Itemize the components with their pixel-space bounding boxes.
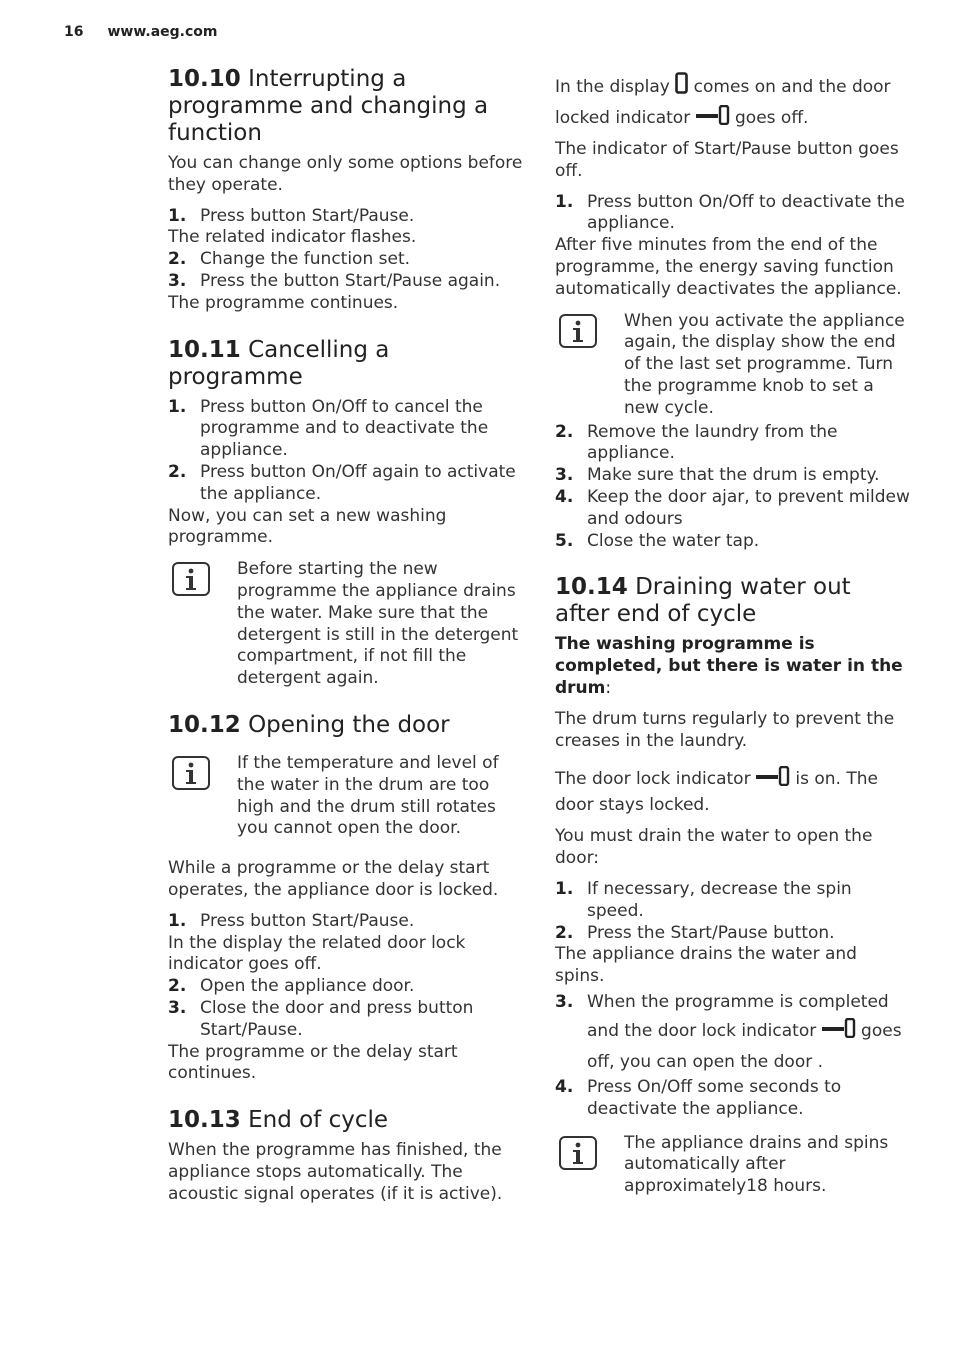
section-title: Cancelling a programme [168,336,390,390]
right-column [555,72,910,1198]
paragraph: Now, you can set a new washing programme. [168,505,447,548]
section-heading [555,574,910,628]
section-draining-water [555,574,910,1198]
page-number: 16 [64,24,84,40]
list-item [168,911,528,933]
list-item [168,998,528,1042]
door-lock-icon [822,1018,856,1048]
list-item [555,988,910,1077]
section-heading [168,712,528,739]
note-text: If the temperature and level of the water in the drum are too high and the drum still rotates you cannot open the door. [237,752,499,839]
step-text: Press button On/Off to cancel the programme and to deactivate the appliance. [200,396,489,461]
door-lock-icon [696,105,730,135]
paragraph: When the programme has finished, the appliance stops automatically. The acoustic signal operates (if it is active). [168,1140,503,1204]
text-fragment: comes on and the door locked indicator [555,77,891,128]
step-text: Close the water tap. [587,530,760,551]
site-url: www.aeg.com [107,24,218,40]
section-number: 10.14 [555,574,628,601]
info-note [555,1133,910,1198]
step-number: 3. [555,991,574,1012]
note-text: When you activate the appliance again, the display show the end of the last set programme. Turn the programme knob to set a new cycle. [624,310,905,418]
step-text: Press button Start/Pause. [200,205,415,226]
paragraph: The drum turns regularly to prevent the creases in the laundry. [555,708,895,751]
step-text: If necessary, decrease the spin speed. [587,878,852,921]
note-text: Before starting the new programme the appliance drains the water. Make sure that the detergent is still in the detergent compartment, if not fill the detergent again. [237,559,519,689]
paragraph: The related indicator flashes. [168,227,417,248]
step-text: Press the Start/Pause button. [587,922,835,943]
list-item [555,192,910,236]
step-text: Press button On/Off again to activate the appliance. [200,461,516,504]
step-text: Press button On/Off to deactivate the appliance. [587,191,905,234]
step-number: 2. [555,421,574,442]
list-item [555,879,910,923]
step-list [555,988,910,1121]
list-item [168,976,528,998]
step-number: 3. [168,997,187,1018]
list-item [168,462,528,506]
step-number: 2. [168,976,187,997]
section-number: 10.12 [168,711,241,738]
step-text: Close the door and press button Start/Pause. [200,997,474,1040]
section-end-of-cycle [168,1107,528,1205]
step-number: 2. [555,922,574,943]
step-number: 2. [168,249,187,270]
step-list [555,422,910,553]
lead-paragraph [555,634,910,699]
step-text: Press On/Off some seconds to deactivate the appliance. [587,1076,842,1119]
paragraph: After five minutes from the end of the programme, the energy saving function automatically deactivates the appliance. [555,235,902,299]
step-number: 4. [555,1076,574,1097]
section-title: Interrupting a programme and changing a function [168,66,489,146]
paragraph [555,72,910,135]
list-item [555,465,910,487]
list-item [555,422,910,466]
step-list [168,976,528,1041]
section-interrupting-programme [168,66,528,315]
step-text: Make sure that the drum is empty. [587,465,880,486]
step-text: Remove the laundry from the appliance. [587,421,838,464]
step-text: Keep the door ajar, to prevent mildew and odours [587,486,910,529]
paragraph: The appliance drains the water and spins. [555,944,857,987]
info-icon [559,314,597,348]
paragraph: You must drain the water to open the door: [555,826,873,869]
info-note [168,753,528,840]
step-text: Press button Start/Pause. [200,910,415,931]
paragraph: You can change only some options before they operate. [168,153,523,195]
list-item [168,206,528,228]
list-item [555,1077,910,1121]
info-icon [172,756,210,790]
step-list [555,192,910,236]
paragraph: The programme or the delay start continues. [168,1041,458,1084]
section-title: End of cycle [248,1107,389,1134]
info-icon [172,562,210,596]
step-text: When the programme is completed and the door lock indicator [587,991,889,1041]
step-list [168,206,528,228]
lead-text: The washing programme is completed, but there is water in the drum [555,634,903,698]
section-number: 10.11 [168,336,241,363]
text-fragment: goes off. [735,108,809,128]
step-number: 1. [555,878,574,899]
paragraph: While a programme or the delay start operates, the appliance door is locked. [168,858,499,900]
step-number: 1. [168,396,187,417]
step-number: 1. [168,910,187,931]
step-number: 4. [555,486,574,507]
section-title: Draining water out after end of cycle [555,574,851,628]
step-text: goes off, you can open the door . [587,1020,902,1072]
section-number: 10.13 [168,1107,241,1134]
step-list [555,879,910,944]
step-number: 1. [555,191,574,212]
step-number: 1. [168,205,187,226]
section-opening-door [168,712,528,1085]
text-fragment: In the display [555,77,670,97]
step-list [168,249,528,293]
step-list [168,397,528,506]
info-note [555,311,910,420]
step-text: Press the button Start/Pause again. [200,270,501,291]
paragraph: The programme continues. [168,292,399,313]
step-text: Open the appliance door. [200,976,415,997]
text-fragment: is on. The door stays locked. [555,769,878,816]
section-heading [168,337,528,391]
list-item [168,249,528,271]
section-title: Opening the door [248,711,450,738]
door-lock-icon [756,766,790,793]
section-heading [168,1107,528,1134]
paragraph: In the display the related door lock indicator goes off. [168,932,466,975]
info-note [168,559,528,690]
section-number: 10.10 [168,66,241,92]
end-display-icon [675,72,688,104]
paragraph [555,766,910,817]
list-item [168,397,528,462]
step-number: 3. [168,270,187,291]
info-icon [559,1136,597,1170]
section-heading [168,66,528,147]
step-list [168,911,528,933]
step-number: 3. [555,465,574,486]
list-item [555,531,910,553]
list-item [555,487,910,531]
note-text: The appliance drains and spins automatically after approximately18 hours. [624,1132,889,1197]
step-number: 5. [555,530,574,551]
step-number: 2. [168,461,187,482]
page-header [64,24,218,40]
paragraph: The indicator of Start/Pause button goes off. [555,139,899,181]
list-item [555,923,910,945]
left-column [168,66,528,1214]
text-fragment: The door lock indicator [555,769,751,790]
step-text: Change the function set. [200,249,411,270]
list-item [168,271,528,293]
section-cancelling-programme [168,337,528,690]
lead-colon: : [605,677,612,698]
